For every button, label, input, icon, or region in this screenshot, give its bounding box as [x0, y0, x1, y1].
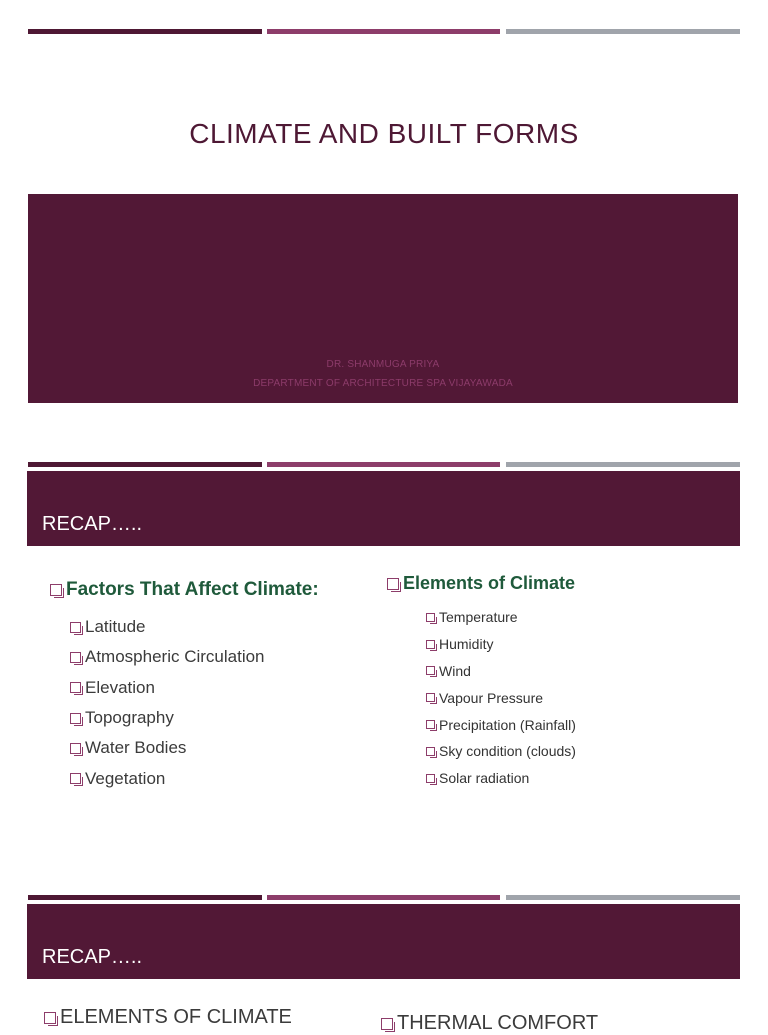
- accent-bar-dark: [28, 29, 262, 34]
- list-item: Water Bodies: [70, 733, 265, 763]
- slide-header-title: RECAP…..: [42, 513, 143, 535]
- elements-heading-text: Elements of Climate: [403, 573, 576, 593]
- checkbox-bullet-icon: [426, 747, 435, 756]
- accent-bar-grey: [506, 29, 740, 34]
- elements-of-climate-item: ELEMENTS OF CLIMATE: [44, 1006, 292, 1029]
- checkbox-bullet-icon: [426, 720, 435, 729]
- checkbox-bullet-icon: [426, 693, 435, 702]
- checkbox-bullet-icon: [426, 666, 435, 675]
- accent-bars-slide2: [28, 462, 740, 467]
- accent-bar-grey: [506, 895, 740, 900]
- slide-title: CLIMATE AND BUILT FORMS: [189, 118, 579, 149]
- author-name: DR. SHANMUGA PRIYA: [326, 359, 440, 370]
- accent-bar-dark: [28, 462, 262, 467]
- department-name: DEPARTMENT OF ARCHITECTURE SPA VIJAYAWADA: [253, 378, 513, 389]
- list-item: Vegetation: [70, 763, 265, 793]
- list-item: Precipitation (Rainfall): [426, 711, 576, 738]
- slide-header-title: RECAP…..: [42, 946, 143, 968]
- checkbox-bullet-icon: [387, 578, 399, 590]
- accent-bar-grey: [506, 462, 740, 467]
- accent-bars-slide3: [28, 895, 740, 900]
- elements-list: [426, 604, 576, 792]
- list-item: Solar radiation: [426, 765, 576, 792]
- factors-heading: [50, 579, 319, 601]
- checkbox-bullet-icon: [44, 1012, 56, 1024]
- list-item: Humidity: [426, 631, 576, 658]
- checkbox-bullet-icon: [70, 622, 81, 633]
- accent-bar-magenta: [267, 895, 500, 900]
- accent-bars-slide1: [28, 29, 740, 34]
- checkbox-bullet-icon: [70, 713, 81, 724]
- list-item: Temperature: [426, 604, 576, 631]
- checkbox-bullet-icon: [426, 613, 435, 622]
- title-banner: [28, 194, 738, 403]
- checkbox-bullet-icon: [426, 774, 435, 783]
- list-item: Sky condition (clouds): [426, 738, 576, 765]
- accent-bar-magenta: [267, 462, 500, 467]
- list-item: Elevation: [70, 673, 265, 703]
- checkbox-bullet-icon: [70, 743, 81, 754]
- checkbox-bullet-icon: [50, 584, 62, 596]
- factors-list: [70, 612, 265, 794]
- checkbox-bullet-icon: [426, 640, 435, 649]
- slide-header: [27, 471, 740, 546]
- checkbox-bullet-icon: [70, 773, 81, 784]
- slide-header: [27, 904, 740, 979]
- list-item: Topography: [70, 703, 265, 733]
- list-item: Atmospheric Circulation: [70, 642, 265, 672]
- list-item: Wind: [426, 658, 576, 685]
- thermal-comfort-item: THERMAL COMFORT: [381, 1012, 598, 1035]
- checkbox-bullet-icon: [70, 682, 81, 693]
- factors-heading-text: Factors That Affect Climate:: [66, 579, 319, 600]
- accent-bar-magenta: [267, 29, 500, 34]
- checkbox-bullet-icon: [70, 652, 81, 663]
- list-item: Latitude: [70, 612, 265, 642]
- elements-heading: [387, 573, 575, 594]
- accent-bar-dark: [28, 895, 262, 900]
- list-item: Vapour Pressure: [426, 684, 576, 711]
